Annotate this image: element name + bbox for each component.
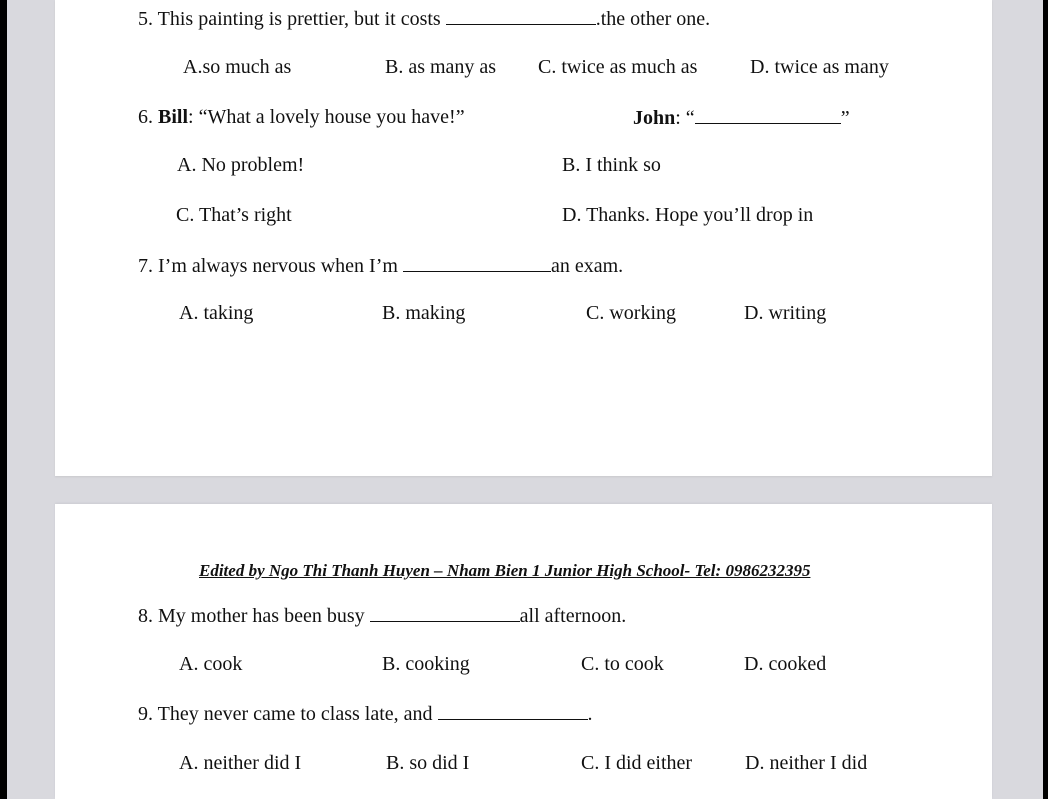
- option-b: B. cooking: [382, 653, 470, 675]
- option-c: C. I did either: [581, 752, 693, 774]
- option-d: D. cooked: [744, 653, 827, 675]
- option-c: C. That’s right: [176, 204, 292, 226]
- document-page-2[interactable]: [55, 504, 992, 799]
- question-text-after: .: [587, 703, 593, 725]
- question-text: They never came to class late, and: [157, 703, 433, 725]
- option-d: D. twice as many: [750, 56, 889, 78]
- answer-blank: [446, 6, 596, 25]
- option-a: A.so much as: [183, 56, 292, 78]
- window-edge-left: [0, 0, 7, 799]
- question-text: My mother has been busy: [158, 605, 365, 627]
- answer-blank: [695, 105, 841, 124]
- document-page-1[interactable]: [55, 0, 992, 476]
- speaker-john: John: [633, 107, 676, 129]
- option-a: A. cook: [179, 653, 243, 675]
- question-6: [138, 105, 465, 129]
- question-9: [138, 701, 593, 726]
- question-number: 6.: [138, 106, 153, 128]
- bill-line: : “What a lovely house you have!”: [188, 106, 465, 128]
- answer-blank: [403, 253, 551, 272]
- option-b: B. I think so: [562, 154, 661, 176]
- question-text: This painting is prettier, but it costs: [157, 8, 441, 30]
- question-5: [138, 6, 710, 31]
- option-b: B. making: [382, 302, 466, 324]
- option-a: A. No problem!: [177, 154, 305, 176]
- option-c: C. working: [586, 302, 676, 324]
- question-6-response: [633, 105, 850, 130]
- john-line-close: ”: [840, 107, 850, 129]
- page-footer-credit: Edited by Ngo Thi Thanh Huyen – Nham Bien 1 Junior High School- Tel: 0986232395: [199, 561, 811, 580]
- option-a: A. neither did I: [179, 752, 302, 774]
- speaker-bill: Bill: [158, 106, 189, 128]
- question-number: 9.: [138, 703, 153, 725]
- option-b: B. as many as: [385, 56, 497, 78]
- window-edge-right: [1043, 0, 1048, 799]
- question-text: I’m always nervous when I’m: [158, 255, 398, 277]
- answer-blank: [438, 701, 588, 720]
- question-number: 8.: [138, 605, 153, 627]
- option-c: C. twice as much as: [538, 56, 698, 78]
- question-text-after: an exam.: [550, 255, 624, 277]
- option-d: D. neither I did: [745, 752, 868, 774]
- option-d: D. writing: [744, 302, 827, 324]
- question-number: 7.: [138, 255, 153, 277]
- question-number: 5.: [138, 8, 153, 30]
- question-8: [138, 603, 626, 628]
- option-c: C. to cook: [581, 653, 664, 675]
- question-7: [138, 253, 623, 278]
- option-a: A. taking: [179, 302, 254, 324]
- option-b: B. so did I: [386, 752, 470, 774]
- question-text-after: .the other one.: [595, 8, 711, 30]
- option-d: D. Thanks. Hope you’ll drop in: [562, 204, 814, 226]
- answer-blank: [370, 603, 520, 622]
- john-line-open: : “: [675, 107, 695, 129]
- question-text-after: all afternoon.: [519, 605, 627, 627]
